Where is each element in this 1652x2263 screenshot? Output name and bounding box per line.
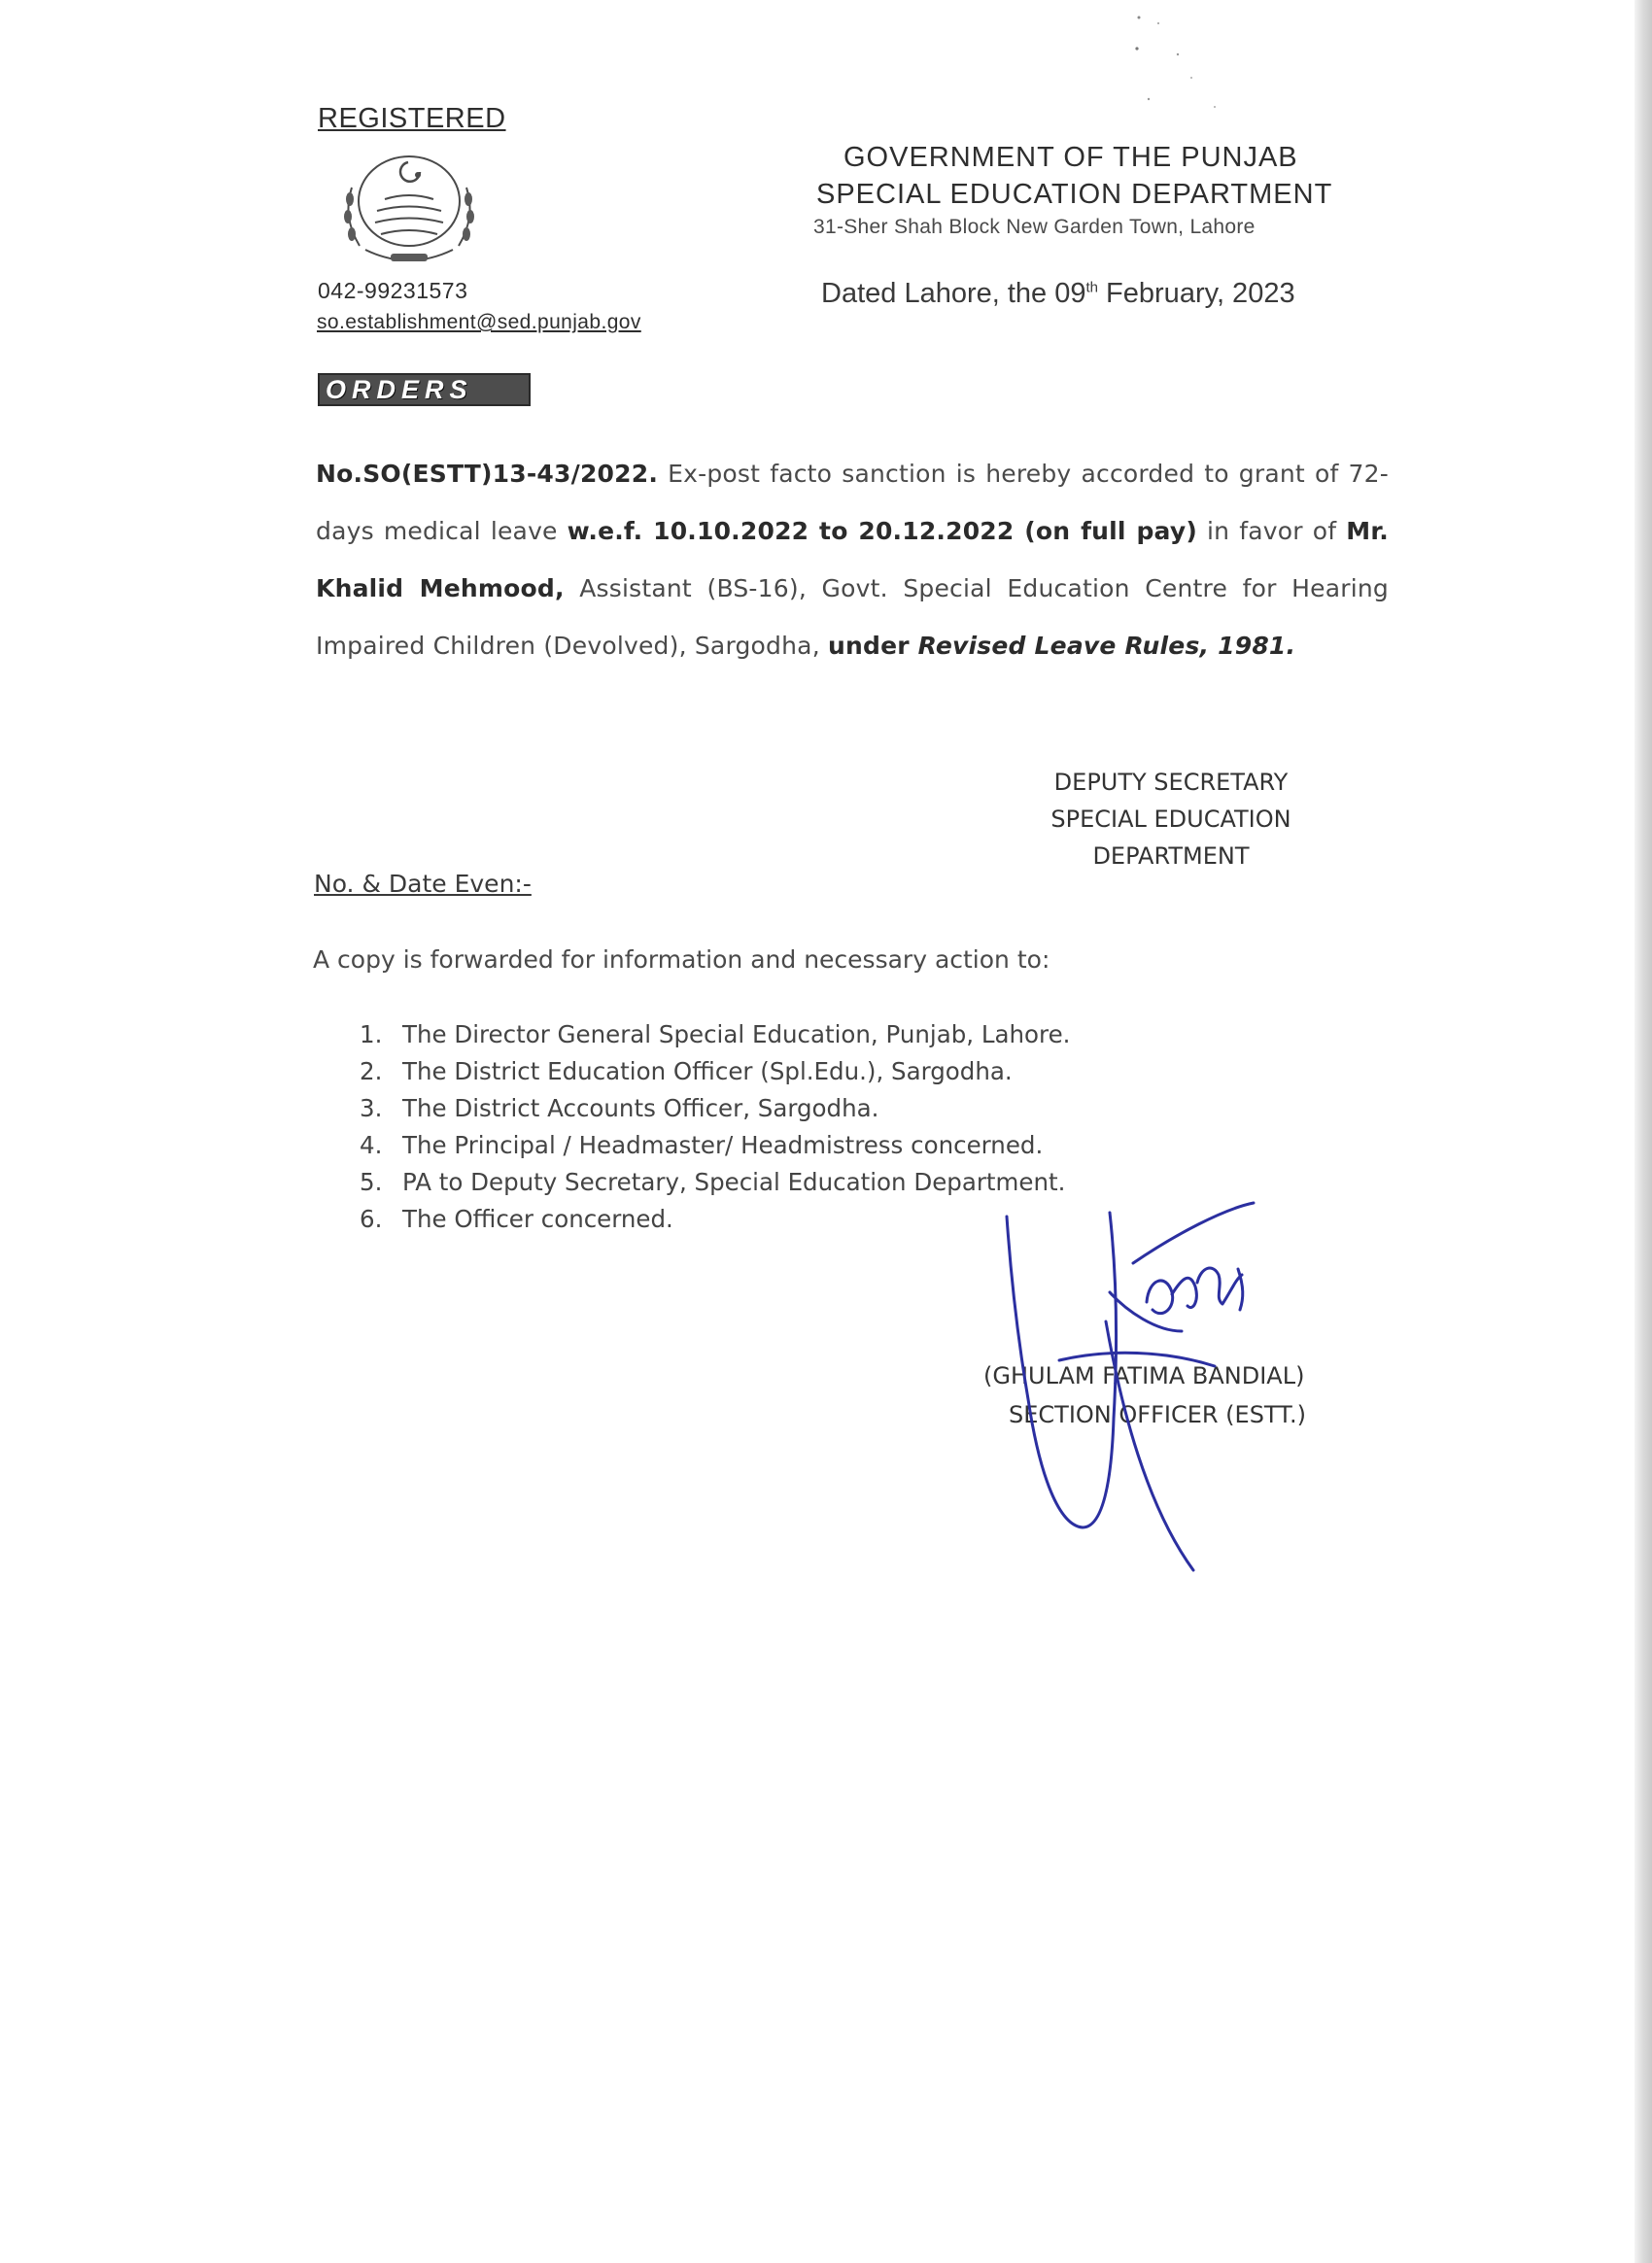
list-item <box>360 1164 1070 1201</box>
list-item-number: 4. <box>360 1131 383 1159</box>
signatory-line-1: DEPUTY SECRETARY <box>1053 769 1289 796</box>
government-title: GOVERNMENT OF THE PUNJAB <box>843 142 1298 173</box>
signatory-line-2: SPECIAL EDUCATION <box>1050 806 1291 833</box>
copy-forwarded-line: A copy is forwarded for information and necessary action to: <box>313 945 1050 974</box>
officer-designation: SECTION OFFICER (ESTT.) <box>1009 1401 1306 1428</box>
date-ordinal: th <box>1085 279 1098 296</box>
list-item <box>360 1053 1070 1090</box>
list-item-text: The District Education Officer (Spl.Edu.), Sargodha. <box>402 1057 1013 1085</box>
scan-specks <box>1127 10 1234 117</box>
list-item-text: The District Accounts Officer, Sargodha. <box>402 1094 879 1122</box>
distribution-list <box>360 1016 1070 1238</box>
phone-number: 042-99231573 <box>318 278 468 303</box>
order-ref-number: No.SO(ESTT)13-43/2022. <box>316 460 659 488</box>
email-link[interactable]: so.establishment@sed.punjab.gov <box>317 311 641 333</box>
letter-date <box>821 278 1295 310</box>
list-item <box>360 1201 1070 1238</box>
list-item-text: The Officer concerned. <box>402 1205 673 1233</box>
list-item <box>360 1127 1070 1164</box>
handwritten-signature <box>981 1185 1302 1594</box>
list-item <box>360 1090 1070 1127</box>
list-item-text: The Director General Special Education, Punjab, Lahore. <box>402 1020 1071 1048</box>
officer-name: (GHULAM FATIMA BANDIAL) <box>983 1362 1305 1389</box>
scan-edge-shadow <box>1635 0 1652 2263</box>
employee-name: Mr. Khalid Mehmood, <box>316 517 1390 602</box>
date-suffix: February, 2023 <box>1098 278 1295 309</box>
list-item-number: 2. <box>360 1057 383 1085</box>
list-item-number: 5. <box>360 1168 383 1196</box>
order-paragraph <box>316 445 1389 674</box>
under-label: under <box>827 632 918 660</box>
deputy-secretary-block <box>1001 764 1341 874</box>
order-text-1: Ex-post facto sanction is hereby accorded to grant of 72-days medical leave <box>316 460 1389 545</box>
leave-rules: Revised Leave Rules, 1981. <box>917 632 1296 660</box>
date-prefix: Dated Lahore, the 09 <box>821 278 1086 309</box>
orders-heading: ORDERS <box>318 373 531 406</box>
list-item-text: The Principal / Headmaster/ Headmistress concerned. <box>402 1131 1044 1159</box>
no-date-even-heading: No. & Date Even:- <box>314 870 532 898</box>
list-item-text: PA to Deputy Secretary, Special Education Department. <box>402 1168 1066 1196</box>
department-address: 31-Sher Shah Block New Garden Town, Lahore <box>813 216 1256 238</box>
department-title: SPECIAL EDUCATION DEPARTMENT <box>816 179 1333 210</box>
leave-period: w.e.f. 10.10.2022 to 20.12.2022 (on full pay) <box>567 517 1197 545</box>
registered-label: REGISTERED <box>318 103 506 134</box>
list-item-number: 3. <box>360 1094 383 1122</box>
signatory-line-3: DEPARTMENT <box>1092 842 1250 870</box>
list-item <box>360 1016 1070 1053</box>
list-item-number: 1. <box>360 1020 383 1048</box>
list-item-number: 6. <box>360 1205 383 1233</box>
punjab-government-seal-icon <box>327 149 492 273</box>
order-text-2: in favor of <box>1196 517 1347 545</box>
order-text-3: Assistant (BS-16), Govt. Special Education Centre for Hearing Impaired Children (Devolved), Sargodha, <box>316 574 1390 660</box>
